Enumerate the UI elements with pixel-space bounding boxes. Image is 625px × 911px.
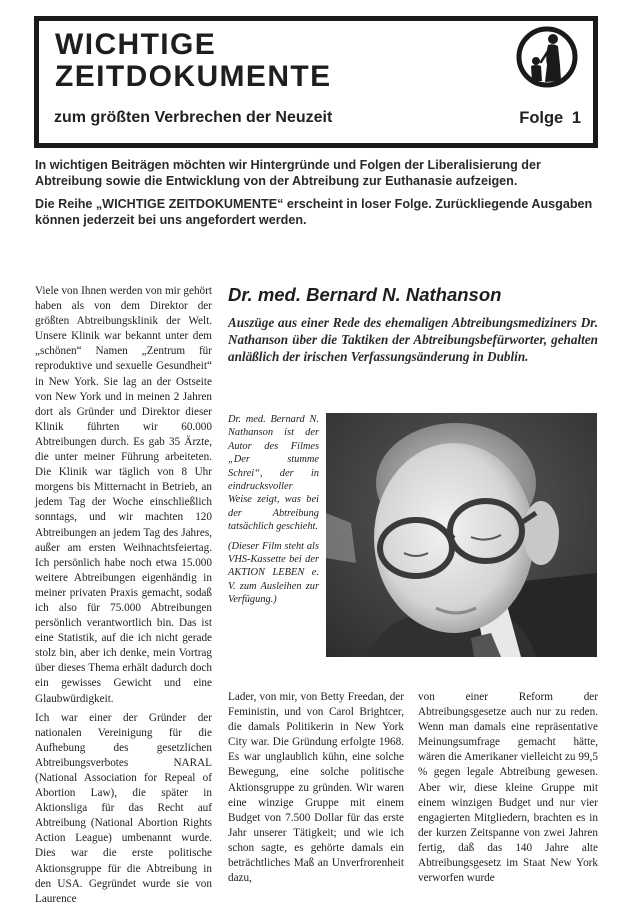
body-paragraph: Viele von Ihnen werden von mir gehört haben als von dem Direktor der größten Abtreibungsklinik der Welt. Unsere Klinik war bekannt unter dem „schönen“ Namen „Zentrum für reproduktive und sexuelle Gesundheit“ in New York. Sie lag an der Ostseite von New York und in meinen 2 Jahren dort als Gründer und Direktor dieser Klinik führten wir 60.000 Abtreibungen durch. Es gab 35 Ärzte, die unter meiner Führung arbeiteten. Die Klinik war täglich von 8 Uhr morgens bis Mitternacht in Betrieb, an jedem Tag der Woche einschließlich sonntags, und wir machten 120 Abtreibungen an jedem Tag des Jahres, außer am ersten Weihnachtsfeiertag. Ich persönlich habe noch etwa 15.000 weitere Abtreibungen eigenhändig in meiner privaten Praxis gemacht, sodaß ich also für 75.000 Abtreibungen persönlich verantwortlich bin. Das ist eine Statistik, auf die ich nicht gerade stolz bin, aber ich denke, mein Vortrag über dieses Thema erhält dadurch doch ein gewisses Gewicht und eine Glaubwürdigkeit. — [35, 285, 212, 705]
article-column-right — [418, 690, 598, 890]
caption-note: (Dieser Film steht als VHS-Kassette bei der AKTION LEBEN e. V. zum Ausleihen zur Verfügung.) — [228, 540, 319, 606]
issue-number: Folge 1 — [519, 109, 581, 127]
masthead — [34, 16, 598, 148]
mother-and-child-circle-icon — [515, 25, 579, 89]
masthead-title — [55, 29, 332, 93]
intro-paragraph-1: In wichtigen Beiträgen möchten wir Hintergründe und Folgen der Liberalisierung der Abtreibung sowie die Entwicklung von der Abtreibung zur Euthanasie aufzeigen. — [35, 158, 541, 188]
article-column-middle — [228, 690, 404, 890]
caption-text: Dr. med. Bernard N. Nathanson ist der Autor des Filmes „Der stumme Schrei“, der in eindrucksvoller Weise zeigt, was bei der Abtreibung tatsächlich geschieht. — [228, 414, 319, 533]
body-paragraph: von einer Reform der Abtreibungsgesetze auch nur zu reden. Wenn man damals eine repräsentative Meinungsumfrage gemacht hätte, wären die Amerikaner vielleicht zu 99,5 % gegen legale Abtreibung gewesen. Aber wir, diese kleine Gruppe mit einem winzigen Budget und nur vier engagierten Mitgliedern, brachten es in der kurzen Zeitspanne von zwei Jahren fertig, daß das 140 Jahre alte Abtreibungsgesetz im Staat New York verworfen wurde — [418, 691, 598, 885]
article-title: Dr. med. Bernard N. Nathanson — [228, 284, 502, 305]
article-lead: Auszüge aus einer Rede des ehemaligen Abtreibungsmediziners Dr. Nathanson über die Taktiken der Abtreibungsbefürworter, gehalten anläßlich der irischen Verfassungsänderung in Dublin. — [228, 315, 598, 364]
portrait-photo — [326, 413, 597, 657]
body-paragraph: Ich war einer der Gründer der nationalen Vereinigung für die Aufhebung des gesetzlichen Abtreibungsverbotes NARAL (National Association for Repeal of Abortion Law), die später in Aktionsliga für das Recht auf Abtreibung (National Abortion Rights Action League) umbenannt wurde. Dies war die erste politische Aktionsgruppe für die Abtreibung in den USA. Gegründet wurde sie von Laurence — [35, 711, 212, 905]
title-line-2: ZEITDOKUMENTE — [55, 60, 332, 93]
masthead-subtitle: zum größten Verbrechen der Neuzeit — [54, 109, 333, 126]
article-column-left — [35, 284, 212, 911]
photo-caption — [228, 413, 319, 613]
intro-paragraph-2: Die Reihe „WICHTIGE ZEITDOKUMENTE“ erscheint in loser Folge. Zurückliegende Ausgaben können jederzeit bei uns angefordert werden. — [35, 197, 593, 227]
title-line-1: WICHTIGE — [55, 28, 217, 61]
portrait-photo-image — [326, 413, 597, 657]
body-paragraph: Lader, von mir, von Betty Freedan, der Feministin, und von Carol Brightcer, die damals Politikerin in New York City war. Die Gründung erfolgte 1968. Es war unglaublich kühn, eine solche Bewegung, eine solche politische Aktionsgruppe zu gründen. Wir waren eine winzige Gruppe mit einem Budget von 7.500 Dollar für das erste Jahr unserer Tätigkeit; und wie ich schon sagte, es gehörte damals ein beträchtliches Maß an Unverfrorenheit dazu, — [228, 691, 404, 885]
